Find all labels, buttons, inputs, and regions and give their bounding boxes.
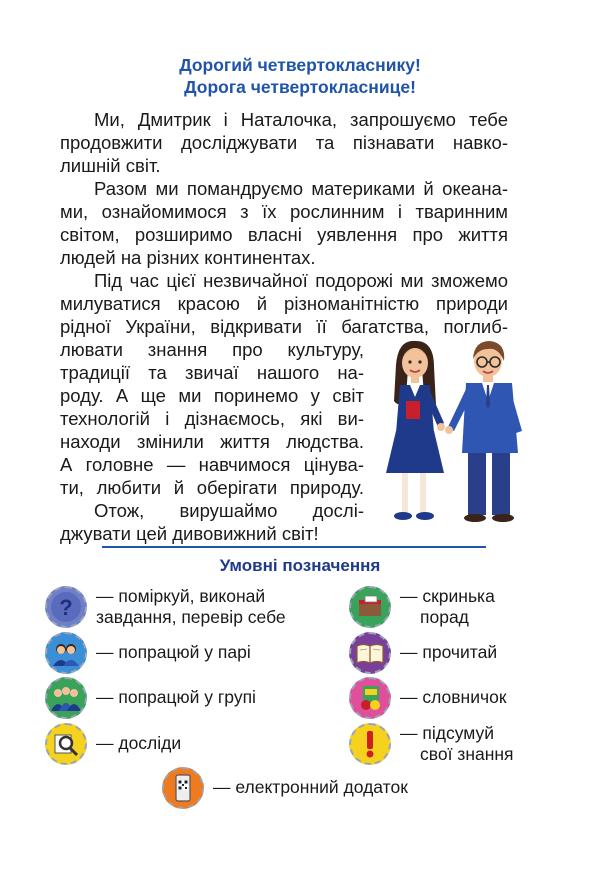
- text-line: традиції та звичаї нашого на-: [60, 362, 364, 383]
- legend-title: Умовні позначення: [219, 556, 381, 575]
- text-line: рідної України, відкривати її багатства, поглиб-: [60, 316, 508, 337]
- legend-text: свої знання: [420, 744, 514, 764]
- legend-text: — попрацюй у групі: [96, 687, 256, 707]
- legend-text: — поміркуй, виконай: [96, 586, 266, 606]
- legend-text: — попрацюй у парі: [96, 642, 251, 662]
- text-line: роду. А ще ми поринемо у світ: [60, 385, 364, 406]
- text-line: ми, ознайомимося з їх рослинним і тваринним: [60, 201, 508, 222]
- children-illustration: [378, 335, 538, 535]
- text-line: находи змінили життя людства.: [60, 431, 364, 452]
- heading-line-2: Дорога четвертокласнице!: [184, 77, 416, 97]
- pair-work-icon: [45, 632, 87, 674]
- legend-text: завдання, перевір себе: [96, 607, 286, 627]
- text-line: Разом ми помандруємо материками й океана-: [94, 178, 508, 199]
- text-line: ти, любити й оберігати природу.: [60, 477, 364, 498]
- text-line: Ми, Дмитрик і Наталочка, запрошуємо тебе: [94, 109, 508, 130]
- text-line: світом, розширимо власні уявлення про життя: [60, 224, 508, 245]
- text-line: лишній світ.: [60, 155, 161, 176]
- text-line: Під час цієї незвичайної подорожі ми зможемо: [94, 270, 508, 291]
- exclamation-icon: [349, 723, 391, 765]
- text-line: продовжити досліджувати та пізнавати навко-: [60, 132, 508, 153]
- text-line: А головне — навчимося цінува-: [60, 454, 364, 475]
- legend-text: — прочитай: [400, 642, 498, 662]
- text-line: технологій і дізнаємось, які ви-: [60, 408, 364, 429]
- text-line: людей на різних континентах.: [60, 247, 316, 268]
- legend-text: — підсумуй: [400, 723, 494, 743]
- svg-text:?: ?: [59, 595, 73, 620]
- advice-box-icon: [349, 586, 391, 628]
- dictionary-icon: [349, 677, 391, 719]
- boy-figure: [445, 341, 522, 522]
- text-line: милуватися красою й різноманітністю природи: [60, 293, 508, 314]
- smartphone-qr-icon: [162, 767, 204, 809]
- open-book-icon: [349, 632, 391, 674]
- legend-text: порад: [420, 607, 469, 627]
- question-mark-icon: [45, 586, 87, 628]
- heading-line-1: Дорогий четвертокласнику!: [179, 55, 421, 75]
- text-line: лювати знання про культуру,: [60, 339, 364, 360]
- legend-text: — словничок: [400, 687, 507, 707]
- legend-text: — досліди: [96, 733, 182, 753]
- legend-text: — скринька: [400, 586, 495, 606]
- text-line: джувати цей дивовижний світ!: [60, 523, 319, 544]
- magnifier-icon: [45, 723, 87, 765]
- group-work-icon: [45, 677, 87, 719]
- text-line: Отож, вирушаймо дослі-: [94, 500, 364, 521]
- girl-figure: [386, 341, 445, 520]
- section-divider: [102, 546, 486, 548]
- legend-text: — електронний додаток: [213, 777, 408, 797]
